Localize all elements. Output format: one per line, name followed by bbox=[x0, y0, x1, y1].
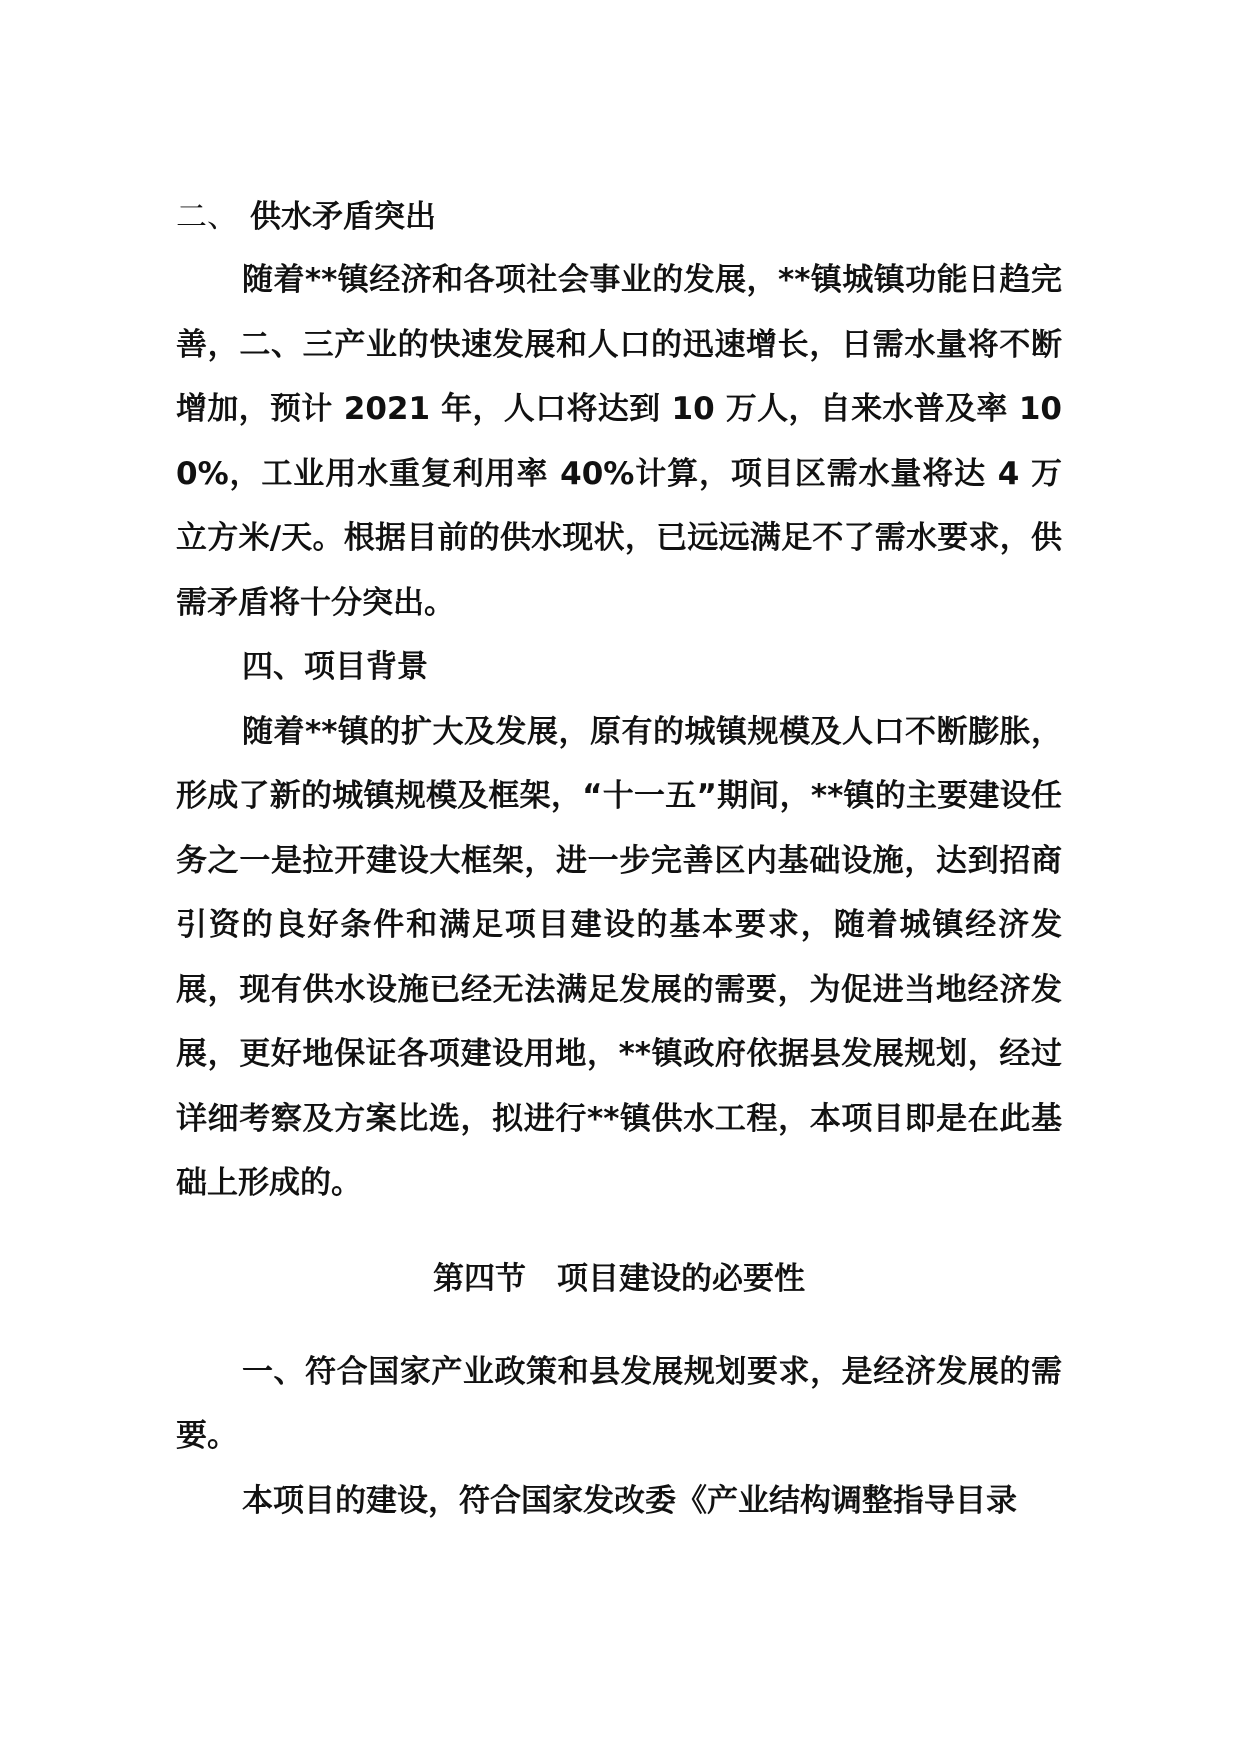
heading-policy-compliance: 一、符合国家产业政策和县发展规划要求，是经济发展的需要。 bbox=[176, 1353, 1062, 1454]
paragraph-policy-compliance: 本项目的建设，符合国家发改委《产业结构调整指导目录 bbox=[242, 1482, 1017, 1519]
heading-text: 供水矛盾突出 bbox=[250, 199, 436, 235]
heading-number: 二、 bbox=[176, 199, 238, 235]
section-title-necessity: 第四节 项目建设的必要性 bbox=[433, 1260, 805, 1297]
heading-project-background: 四、项目背景 bbox=[242, 649, 428, 685]
document-body bbox=[176, 186, 1062, 1533]
heading-supply-conflict bbox=[176, 186, 1062, 248]
paragraph-supply-conflict: 随着**镇经济和各项社会事业的发展，**镇城镇功能日趋完善，二、三产业的快速发展和人口的迅速增长，日需水量将不断增加，预计 2021 年，人口将达到 10 万人，自来水普及率 100%，工业用水重复利用率 40%计算，项目区需水量将达 4 万立方米/天。根据目前的供水现状，已远远满足不了需水要求，供需矛盾将十分突出。 bbox=[176, 262, 1062, 621]
paragraph-project-background: 随着**镇的扩大及发展，原有的城镇规模及人口不断膨胀，形成了新的城镇规模及框架，“十一五”期间，**镇的主要建设任务之一是拉开建设大框架，进一步完善区内基础设施，达到招商引资的良好条件和满足项目建设的基本要求，随着城镇经济发展，现有供水设施已经无法满足发展的需要，为促进当地经济发展，更好地保证各项建设用地，**镇政府依据县发展规划，经过详细考察及方案比选，拟进行**镇供水工程，本项目即是在此基础上形成的。 bbox=[176, 713, 1062, 1201]
